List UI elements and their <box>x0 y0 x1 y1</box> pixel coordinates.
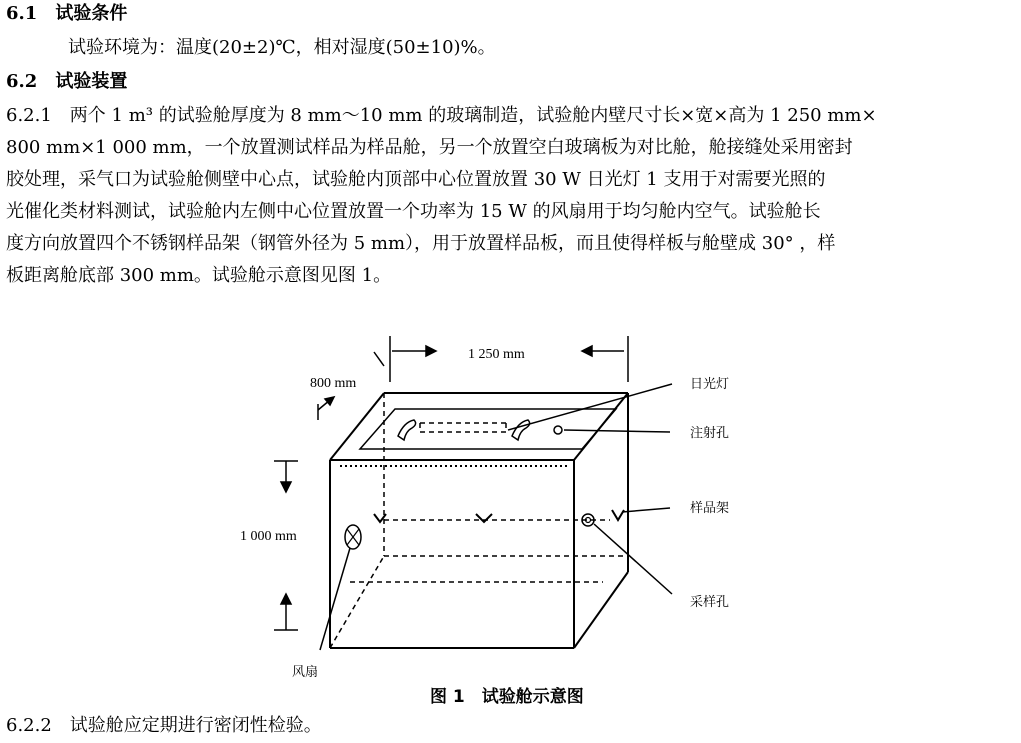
paragraph-line: 度方向放置四个不锈钢样品架（钢管外径为 5 mm），用于放置样品板，而且使得样板与舱壁成 30° ，样 <box>6 233 836 254</box>
figure-caption: 图 1 试验舱示意图 <box>430 687 584 707</box>
sample-rack-label: 样品架 <box>690 501 730 516</box>
paragraph-line: 胶处理，采气口为试验舱侧壁中心点，试验舱内顶部中心位置放置 30 W 日光灯 1 支用于对需要光照的 <box>6 169 826 190</box>
dimension-length-label: 1 250 mm <box>468 347 525 362</box>
fan-label: 风扇 <box>292 665 319 680</box>
sampling-port-label: 采样孔 <box>690 595 730 610</box>
dimension-height-label: 1 000 mm <box>240 529 297 544</box>
injection-hole-label: 注射孔 <box>690 426 730 441</box>
dimension-width-label: 800 mm <box>310 376 357 391</box>
section-6-2-2: 6.2.2 试验舱应定期进行密闭性检验。 <box>6 715 322 736</box>
section-6-2-heading: 6.2 试验装置 <box>6 71 128 92</box>
lamp-label: 日光灯 <box>690 377 730 392</box>
paragraph-line: 光催化类材料测试，试验舱内左侧中心位置放置一个功率为 15 W 的风扇用于均匀舱内空气。试验舱长 <box>6 201 821 222</box>
section-6-1-body: 试验环境为：温度(20±2)℃，相对湿度(50±10)%。 <box>68 37 496 58</box>
section-6-1-heading: 6.1 试验条件 <box>6 3 128 24</box>
paragraph-line: 6.2.1 两个 1 m³ 的试验舱厚度为 8 mm～10 mm 的玻璃制造，试验舱内壁尺寸长×宽×高为 1 250 mm× <box>6 105 877 126</box>
paragraph-line: 板距离舱底部 300 mm。试验舱示意图见图 1。 <box>6 265 392 286</box>
paragraph-line: 800 mm×1 000 mm，一个放置测试样品为样品舱，另一个放置空白玻璃板为对比舱，舱接缝处采用密封 <box>6 137 853 158</box>
